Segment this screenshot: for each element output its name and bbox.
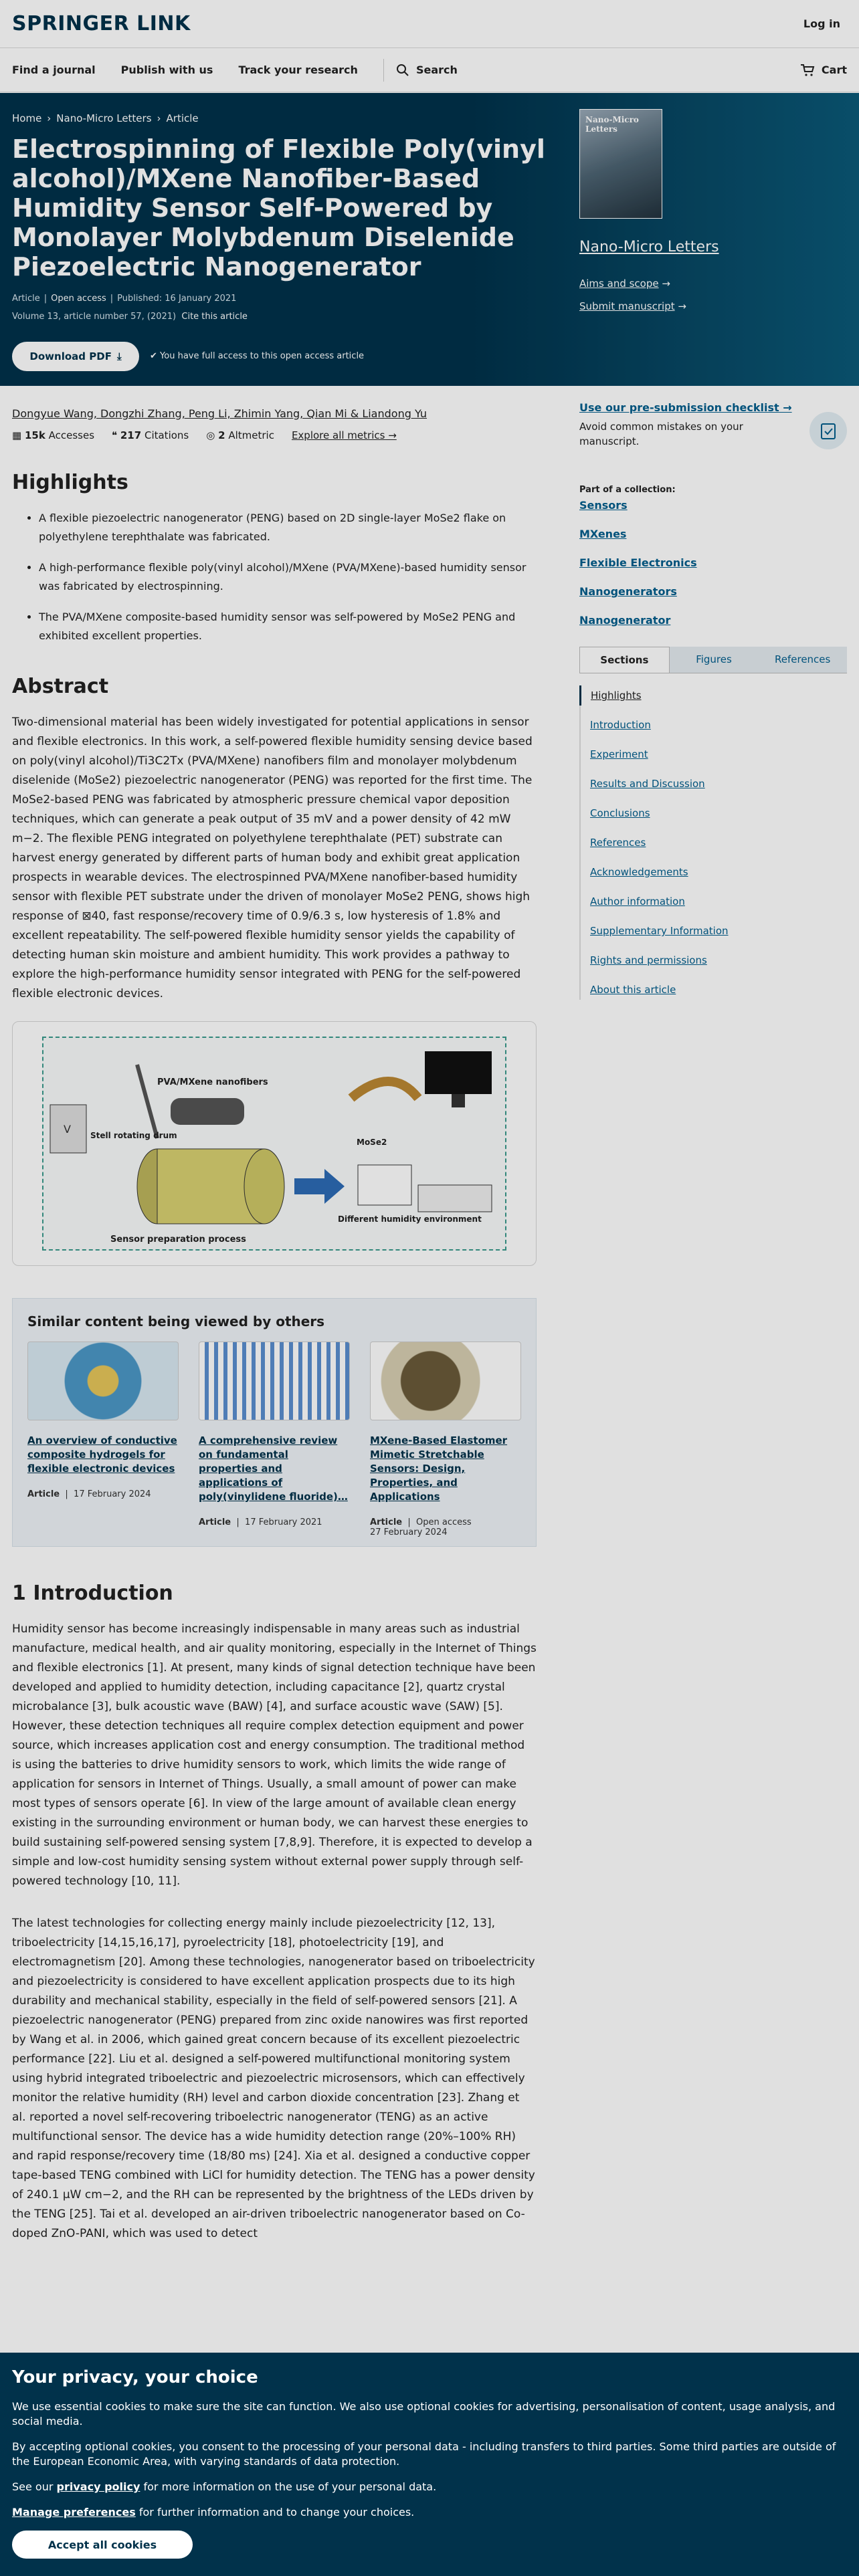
intro-paragraph: The latest technologies for collecting energy mainly include piezoelectricity [12, 13], triboelectricity [14,15,16,17], pyroelectricity [18], photoelectricity [19], and electromagnetism [20]. Among these technologies, nanogenerator based on triboelectricity and piezoelectricity is considered to have excellent application prospects due to its high durability and mechanical stability, especially in the field of self-powered sensors [21]. A piezoelectric nanogenerator (PENG) prepared from zinc oxide nanowires was first reported by Wang et al. in 2006, which gained great concern because of its excellent piezoelectric performance [22]. Liu et al. designed a self-powered multifunctional monitoring system using hybrid integrated triboelectric and piezoelectric microsensors, which can effectively monitor the relative humidity (RH) level and carbon dioxide concentration [23]. Zhang et al. reported a novel self-recovering triboelectric nanogenerator (TENG) as an active multifunctional sensor. The device has a wide humidity detection range (20%–100% RH) and rapid response/recovery time (18/80 ms) [24]. Xia et al. designed a conductive copper tape-based TENG combined with LiCl for humidity detection. The TENG has a power density of 240.1 μW cm−2, and the RH can be represented by the brightness of the LEDs driven by the TENG [25]. Tai et al. developed an air-driven triboelectric nanogenerator based on Co-doped ZnO-PANI, which was used to detect — [12, 1917, 535, 2240]
section-link-conclusions[interactable]: Conclusions — [590, 807, 650, 819]
section-link-experiment[interactable]: Experiment — [590, 748, 648, 760]
abstract-text: Two-dimensional material has been widely investigated for potential applications in sensor and flexible electronics. In this work, a self-powered flexible humidity sensing device based on poly(vinyl alcohol)/Ti3C2Tx (PVA/MXene) nanofibers film and monolayer molybdenum diselenide (MoSe2) piezoelectric nanogenerator (PENG) was reported for the first time. The MoSe2-based PENG was fabricated by atmospheric pressure chemical vapor deposition techniques, which can generate a peak output of 35 mV and a power density of 42 mW m−2. The flexible PENG integrated on polyethylene terephthalate (PET) substrate can harvest energy generated by different parts of human body and exhibit great application prospects in wearable devices. The electrospinned PVA/MXene nanofiber-based humidity sensor with flexible PET substrate under the driven of monolayer MoSe2 PENG, shows high response of ⊠40, fast response/recovery time of 0.9/6.3 s, low hysteresis of 1.8% and excellent repeatability. The self-powered flexible humidity sensor yields the capability of detecting human skin moisture and ambient humidity. This work provides a pathway to explore the high-performance humidity sensor integrated with PENG for the self-powered flexible electronic devices. — [12, 716, 533, 1000]
nav-cart[interactable] — [800, 64, 847, 77]
process-arrow — [294, 1169, 345, 1204]
similar-thumbnail[interactable] — [199, 1341, 350, 1420]
altmetric-metric: ◎ 2 Altmetric — [206, 429, 274, 441]
login-link[interactable]: Log in — [803, 17, 840, 30]
site-header — [0, 0, 859, 48]
journal-cover-image[interactable] — [579, 109, 662, 219]
highlight-item: • A flexible piezoelectric nanogenerator (PENG) based on 2D single-layer MoSe2 flake on polyethylene terephthalate was fabricated. — [39, 509, 537, 546]
breadcrumb — [12, 112, 199, 124]
section-link-acknowledgements[interactable]: Acknowledgements — [590, 866, 688, 878]
sidebar — [579, 401, 847, 1009]
clipboard-check-icon — [809, 412, 847, 449]
nav-divider — [383, 59, 384, 82]
section-link-introduction[interactable]: Introduction — [590, 719, 651, 731]
svg-text:Different humidity environment: Different humidity environment — [338, 1214, 482, 1224]
similar-heading: Similar content being viewed by others — [27, 1313, 325, 1329]
section-link-results[interactable]: Results and Discussion — [590, 778, 705, 790]
open-access-link[interactable]: Open access — [51, 294, 106, 304]
graphical-abstract-drawing — [43, 1038, 505, 1249]
springer-link-logo[interactable]: SPRINGER LINK — [12, 12, 191, 35]
section-nav — [579, 685, 847, 1000]
citations-metric: ❝ 217 Citations — [112, 429, 189, 441]
cookie-text-essential: We use essential cookies to make sure the site can function. We also use optional cookies for advertising, personalisation of content, usage analysis, and social media. — [12, 2400, 836, 2428]
journal-links — [579, 272, 686, 318]
section-link-rights[interactable]: Rights and permissions — [590, 954, 707, 966]
aims-scope-link[interactable]: Aims and scope — [579, 278, 659, 290]
chevron-right-icon: › — [157, 112, 161, 124]
tab-sections[interactable]: Sections — [579, 647, 670, 673]
section-link-supplementary[interactable]: Supplementary Information — [590, 925, 729, 937]
search-icon — [396, 64, 409, 77]
chevron-right-icon: › — [47, 112, 52, 124]
cookie-text-policy: See our privacy policy for more information on the use of your personal data. — [12, 2480, 437, 2493]
introduction-heading: 1 Introduction — [12, 1582, 173, 1605]
breadcrumb-home[interactable]: Home — [12, 112, 42, 124]
cookie-banner-title: Your privacy, your choice — [12, 2367, 258, 2387]
cookie-banner — [0, 2353, 859, 2576]
introduction-section — [12, 1620, 537, 2244]
checklist-subtitle: Avoid common mistakes on your manuscript. — [579, 421, 743, 447]
svg-text:Stell rotating drum: Stell rotating drum — [90, 1131, 177, 1140]
breadcrumb-current: Article — [166, 112, 199, 124]
accept-all-cookies-button[interactable]: Accept all cookies — [12, 2531, 193, 2559]
access-note — [150, 351, 364, 361]
download-pdf-button[interactable] — [12, 342, 139, 371]
tab-references[interactable]: References — [758, 647, 847, 673]
cart-icon — [800, 64, 815, 77]
article-volume-row — [12, 312, 248, 322]
breadcrumb-journal[interactable]: Nano-Micro Letters — [56, 112, 152, 124]
article-volume: Volume 13, article number 57, (2021) — [12, 312, 177, 322]
nav-track-research[interactable]: Track your research — [238, 64, 358, 76]
collection-sensors[interactable]: Sensors — [579, 499, 628, 512]
section-link-author-info[interactable]: Author information — [590, 895, 685, 907]
arrow-right-icon: → — [678, 300, 686, 312]
highlight-item: • The PVA/MXene composite-based humidity sensor was self-powered by MoSe2 PENG and exhibited excellent properties. — [39, 608, 537, 645]
highlights-heading: Highlights — [12, 471, 128, 494]
nav-publish[interactable]: Publish with us — [120, 64, 213, 76]
svg-text:PVA/MXene nanofibers: PVA/MXene nanofibers — [157, 1077, 268, 1087]
arrow-right-icon: → — [662, 278, 670, 290]
similar-content — [12, 1298, 537, 1547]
submit-manuscript-link[interactable]: Submit manuscript — [579, 300, 675, 312]
intro-paragraph: Humidity sensor has become increasingly indispensable in many areas such as industrial manufacture, medical health, and air quality monitoring, especially in the Internet of Things and flexible electronics [1]. At present, many kinds of signal detection technique have been developed and applied to humidity detection, including capacitance [2], quartz crystal microbalance [3], bulk acoustic wave (BAW) [4], and surface acoustic wave (SAW) [5]. However, these detection techniques all require complex detection equipment and power source, which increases application cost and energy consumption. The traditional method is using the batteries to drive humidity sensors to work, which limits the wide range of application for sensors in Internet of Things. Usually, a small amount of power can make most types of sensors operate [6]. In view of the large amount of available clean energy existing in the surrounding environment or human body, we can harvest these energies to build sustaining self-powered sensing system [7,8,9]. Therefore, it is expected to develop a simple and low-cost humidity sensing system without external power supply through self-powered technology [10, 11]. — [12, 1622, 537, 1888]
article-type: Article — [12, 294, 40, 304]
section-link-about[interactable]: About this article — [590, 984, 676, 996]
check-circle-icon: ✔ — [150, 351, 157, 361]
similar-title[interactable]: An overview of conductive composite hydrogels for flexible electronic devices — [27, 1434, 177, 1475]
similar-title[interactable]: A comprehensive review on fundamental properties and applications of poly(vinylidene fluoride)… — [199, 1434, 348, 1503]
nav-search[interactable] — [396, 64, 458, 77]
bar-chart-icon: ▦ — [12, 429, 22, 441]
similar-meta: Article | 17 February 2021 — [199, 1517, 322, 1527]
similar-title[interactable]: MXene-Based Elastomer Mimetic Stretchable Sensors: Design, Properties, and Applications — [370, 1434, 508, 1503]
cite-article-link[interactable]: Cite this article — [181, 312, 248, 322]
similar-card[interactable] — [27, 1341, 179, 1537]
meter-shape — [418, 1185, 492, 1212]
similar-meta: Article | Open access 27 February 2024 — [370, 1517, 472, 1537]
nav-cart-label: Cart — [821, 64, 847, 76]
author-list[interactable] — [12, 403, 537, 425]
article-metrics — [12, 429, 537, 441]
similar-card[interactable] — [370, 1341, 521, 1537]
cookie-text-consent: By accepting optional cookies, you consent to the processing of your personal data - including transfers to third parties. Some third parties are outside of the European Economic Area, with varying standards of data protection. — [12, 2440, 836, 2468]
authors-text[interactable]: Dongyue Wang, Dongzhi Zhang, Peng Li, Zhimin Yang, Qian Mi & Liandong Yu — [12, 407, 427, 420]
collection-nanogenerators[interactable]: Nanogenerators — [579, 585, 677, 598]
section-link-references[interactable]: References — [590, 837, 646, 849]
collection-mxenes[interactable]: MXenes — [579, 528, 627, 540]
nav-search-label: Search — [415, 64, 458, 76]
manage-preferences-link[interactable]: Manage preferences — [12, 2506, 136, 2518]
privacy-policy-link[interactable]: privacy policy — [56, 2480, 140, 2493]
altmetric-icon: ◎ — [206, 429, 215, 441]
article-meta: Article | Open access | Published: 16 January 2021 — [12, 294, 237, 304]
explore-metrics-link[interactable]: Explore all metrics → — [291, 429, 397, 441]
published-date: Published: 16 January 2021 — [117, 294, 237, 304]
download-icon: ⤓ — [116, 350, 122, 362]
journal-name-link[interactable]: Nano-Micro Letters — [579, 239, 719, 255]
graphical-abstract[interactable] — [12, 1021, 537, 1266]
article-hero — [0, 93, 859, 386]
nanofiber-sample — [171, 1098, 244, 1125]
similar-meta: Article | 17 February 2024 — [27, 1489, 151, 1499]
highlights-list — [12, 509, 537, 645]
similar-thumbnail[interactable] — [370, 1341, 521, 1420]
similar-thumbnail[interactable] — [27, 1341, 179, 1420]
abstract-heading: Abstract — [12, 675, 109, 698]
sidebar-tabs — [579, 647, 847, 673]
highlight-item: • A high-performance flexible poly(vinyl alcohol)/MXene (PVA/MXene)-based humidity sensor was fabricated by electrospinning. — [39, 558, 537, 596]
cookie-text-preferences: Manage preferences for further information and to change your choices. — [12, 2506, 415, 2518]
tab-figures[interactable]: Figures — [670, 647, 759, 673]
quote-icon: ❝ — [112, 429, 118, 441]
svg-text:MoSe2: MoSe2 — [357, 1138, 387, 1147]
nav-find-journal[interactable]: Find a journal — [12, 64, 96, 76]
main-nav — [0, 48, 859, 92]
collection-label: Part of a collection: — [579, 485, 676, 495]
section-link-highlights[interactable]: Highlights — [579, 685, 847, 706]
svg-text:V: V — [64, 1123, 71, 1136]
collection-flexible-electronics[interactable]: Flexible Electronics — [579, 556, 697, 569]
monitor-shape — [425, 1051, 492, 1094]
svg-text:Sensor preparation process: Sensor preparation process — [110, 1235, 246, 1245]
article-title: Electrospinning of Flexible Poly(vinyl alcohol)/MXene Nanofiber-Based Humidity Sensor Self-Powered by Monolayer Molybdenum Diselenide Piezoelectric Nanogenerator — [12, 134, 545, 282]
journal-cover-title: Nano-Micro Letters — [585, 115, 639, 134]
graphical-abstract-image — [42, 1037, 506, 1251]
collection-nanogenerator[interactable]: Nanogenerator — [579, 614, 671, 627]
similar-card[interactable] — [199, 1341, 350, 1537]
access-note-text: You have full access to this open access article — [160, 351, 365, 361]
download-pdf-label: Download PDF — [29, 350, 112, 362]
checklist-link[interactable]: Use our pre-submission checklist → — [579, 401, 792, 414]
article-body — [12, 388, 537, 2266]
accesses-metric: ▦ 15k Accesses — [12, 429, 95, 441]
